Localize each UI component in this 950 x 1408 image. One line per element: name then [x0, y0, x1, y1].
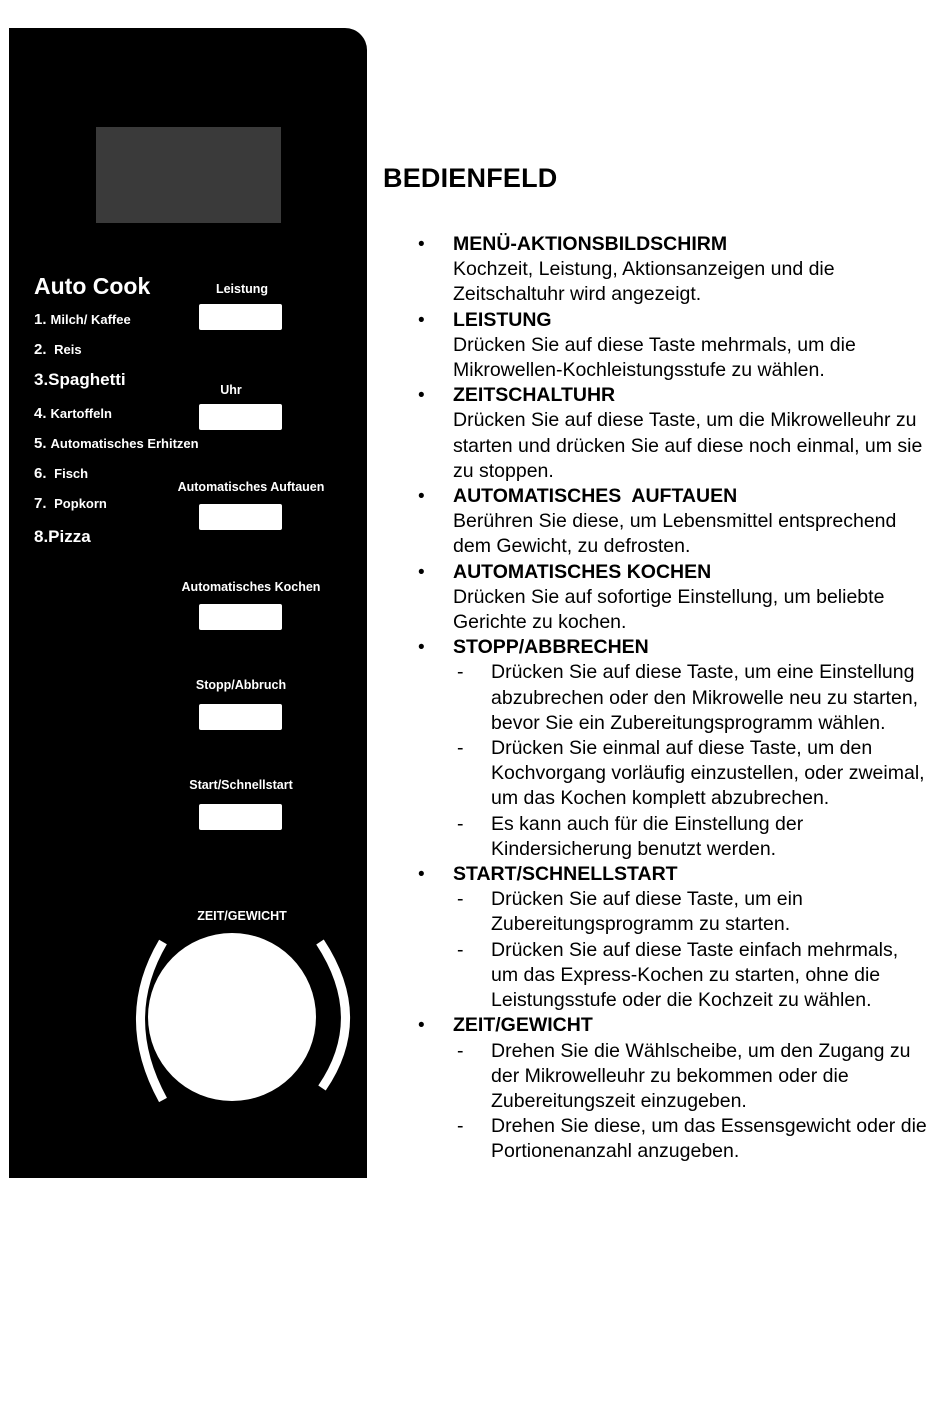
auto-cook-item[interactable]: 7. Popkorn	[34, 495, 107, 512]
zeit-gewicht-label: ZEIT/GEWICHT	[197, 909, 287, 923]
bullet-icon: •	[418, 309, 425, 331]
bullet-icon: •	[418, 234, 425, 255]
list-item: - Es kann auch für die Einstellung der Kindersicherung benutzt werden.	[457, 812, 804, 860]
auto-cook-item[interactable]: 6. Fisch	[34, 465, 89, 482]
auftauen-label: Automatisches Auftauen	[177, 480, 325, 494]
uhr-label: Uhr	[220, 383, 242, 397]
auto-cook-item[interactable]: 4. Kartoffeln	[34, 405, 112, 422]
bullet-icon: •	[418, 1015, 425, 1037]
zeit-gewicht-dial[interactable]	[148, 933, 316, 1101]
list-item: - Drücken Sie auf diese Taste einfach mehrmals, um das Express-Kochen zu starten, ohne die Leistungsstufe oder die Kochzeit zu wählen.	[457, 938, 899, 1012]
list-item: - Drehen Sie die Wählscheibe, um den Zugang zu der Mikrowelleuhr zu bekommen oder die Zubereitungszeit einzugeben.	[457, 1039, 911, 1112]
section-zeit-gewicht: • ZEIT/GEWICHT - Drehen Sie die Wählscheibe, um den Zugang zu der Mikrowelleuhr zu bekommen oder die Zubereitungszeit einzugeben. - Drehen Sie diese, um das Essensgewicht oder die Portionenanzahl anzugeben.	[418, 1013, 928, 1164]
section-zeitschaltuhr: • ZEITSCHALTUHR Drücken Sie auf diese Taste, um die Mikrowelleuhr zu starten und drücken Sie auf diese noch einmal, um sie zu stoppen.	[418, 384, 923, 482]
auto-cook-title: Auto Cook	[34, 273, 151, 299]
stopp-label: Stopp/Abbruch	[195, 678, 287, 692]
list-item: - Drücken Sie auf diese Taste, um eine Einstellung abzubrechen oder den Mikrowelle neu zu starten, bevor Sie ein Zubereitungsprogramm wählen.	[457, 661, 919, 734]
start-label: Start/Schnellstart	[189, 778, 293, 792]
section-kochen: • AUTOMATISCHES KOCHEN Drücken Sie auf sofortige Einstellung, um beliebte Gerichte zu kochen.	[418, 560, 885, 634]
auto-cook-item[interactable]: 1. Milch/ Kaffee	[34, 311, 131, 328]
section-auftauen: • AUTOMATISCHES AUFTAUEN Berühren Sie diese, um Lebensmittel entsprechend dem Gewicht, zu defrosten.	[418, 485, 897, 558]
list-item: - Drücken Sie einmal auf diese Taste, um den Kochvorgang vorläufig einzustellen, oder zweimal, um das Kochen komplett abzubrechen.	[457, 737, 925, 810]
description-list	[418, 232, 928, 1165]
kochen-label: Automatisches Kochen	[181, 580, 321, 594]
auto-cook-item[interactable]: 5. Automatisches Erhitzen	[34, 435, 199, 452]
section-menu-display: • MENÜ-AKTIONSBILDSCHIRM Kochzeit, Leistung, Aktionsanzeigen und die Zeitschaltuhr wird angezeigt.	[418, 233, 835, 306]
bullet-icon: •	[418, 561, 425, 583]
page-title: BEDIENFELD	[383, 163, 558, 193]
bullet-icon: •	[418, 385, 425, 407]
bullet-icon: •	[418, 486, 425, 508]
list-item: - Drücken Sie auf diese Taste, um ein Zubereitungsprogramm zu starten.	[457, 888, 803, 936]
bullet-icon: •	[418, 864, 425, 886]
section-start: • START/SCHNELLSTART - Drücken Sie auf diese Taste, um ein Zubereitungsprogramm zu starten. - Drücken Sie auf diese Taste einfach mehrmals, um das Express-Kochen zu starten, ohne die Leistungsstufe oder die Kochzeit zu wählen.	[418, 862, 928, 1013]
auto-cook-item[interactable]: 2. Reis	[34, 341, 82, 358]
section-leistung: • LEISTUNG Drücken Sie auf diese Taste mehrmals, um die Mikrowellen-Kochleistungsstufe zu wählen.	[418, 308, 856, 382]
list-item: - Drehen Sie diese, um das Essensgewicht oder die Portionenanzahl anzugeben.	[457, 1115, 927, 1163]
bullet-icon: •	[418, 637, 425, 659]
leistung-label: Leistung	[215, 282, 269, 296]
auto-cook-item[interactable]: 8.Pizza	[34, 527, 91, 546]
section-stopp: • STOPP/ABBRECHEN - Drücken Sie auf diese Taste, um eine Einstellung abzubrechen oder den Mikrowelle neu zu starten, bevor Sie ein Zubereitungsprogramm wählen. - Drücken Sie einmal auf diese Taste, um den Kochvorgang vorläufig einzustellen, oder zweimal, um das Kochen komplett abzubrechen. - Es kann auch für die Einstellung der Kindersicherung benutzt werden.	[418, 635, 928, 862]
auto-cook-item[interactable]: 3.Spaghetti	[34, 370, 126, 389]
